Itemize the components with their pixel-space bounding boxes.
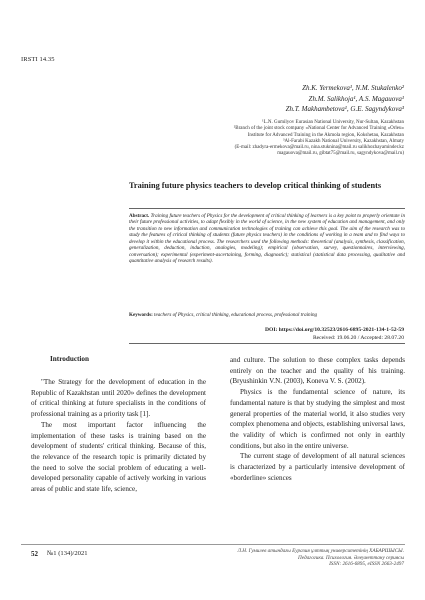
author-line: Zh.M. Salikhoja¹, A.S. Magauova¹: [308, 94, 404, 103]
abstract-label: Abstract.: [129, 213, 150, 219]
journal-line: Л.Н. Гумилев атындағы Еуразия ұлттық университетінің ХАБАРШЫСЫ.: [237, 548, 404, 554]
affiliation-line: ³Al-Farabi Kazakh National University, Kazakhstan, Almaty: [282, 138, 404, 144]
affiliation-line: ²Branch of the joint stock company «National Center for Advanced Training «Orleu»: [233, 126, 404, 132]
received-accepted-dates: Received: 19.06.20 / Accepted: 28.07.20: [312, 334, 404, 341]
author-line: Zh.K. Yermekova¹, N.M. Stukalenko²: [302, 84, 404, 92]
issue-number: №1 (134)/2021: [47, 550, 88, 557]
doi-block: [265, 327, 404, 342]
footer-rule: [21, 544, 405, 545]
article-title: Training future physics teachers to develop critical thinking of students: [129, 181, 382, 190]
abstract-top-rule: [129, 208, 405, 209]
abstract-bottom-rule: [129, 343, 405, 344]
journal-line: ISSN: 2616-6895, eISSN 2663-2497: [329, 561, 404, 568]
paragraph: The most important factor influencing the implementation of these tasks is training based on the development of students' critical thinking. Because of this, the relevance of the research topic is primarily dictated by the need to solve the social problem of educating a well-developed personality capable of actively working in various areas of public and state life, science,: [31, 420, 206, 494]
page-number: 52: [31, 550, 38, 558]
affiliation-line: ¹L.N. Gumilyov Eurasian National University, Nur-Sultan, Kazakhstan: [262, 120, 404, 125]
affiliations: [234, 120, 404, 158]
section-heading-introduction: Introduction: [50, 355, 90, 363]
affiliation-line: magauova@mail.ru, gibtat75@mail.ru, sagyndykova@mail.ru): [277, 151, 404, 157]
right-column: [230, 355, 405, 483]
paragraph: The current stage of development of all natural sciences is characterized by a particularly intensive development of «borderline» sciences: [230, 452, 405, 482]
abstract-text: Training future teachers of Physics for the development of critical thinking of learners is a key point to properly orientate in their future professional activities, to adapt flexibly in the world of science, in the new system of education and management, and only the transition to new information and communication technologies of training can achieve this goal. The aim of the research was to study the features of critical thinking of students (future physics teachers) in the conditions of working in a team and to find ways to develop it within the educational process. The researchers used the following methods: theoretical (analysis, synthesis, classification, generalization, deduction, induction, analogies, modeling); empirical (observation, survey, questionnaires, interviewing, conversation); experimental (experiment-ascertaining, forming, diagnostic); statistical (statistical data processing, qualitative and quantitative analysis of research results).: [129, 213, 405, 265]
paragraph: "The Strategy for the development of education in the Republic of Kazakhstan until 2020» defines the development of critical thinking at future specialists in the conditions of professional training as a priority task [1].: [31, 378, 206, 419]
journal-info: [237, 548, 404, 568]
abstract: [129, 213, 405, 265]
affiliation-line: (E-mail: zhadyra-ermekova@mail.ru, nina.stuknina@mail.ru salikhozhayaminder.kz: [234, 145, 404, 151]
keywords-text: teachers of Physics, critical thinking, educational process, professional training: [152, 312, 318, 318]
journal-line: Педагогика. Психология. Әлеуметтану сериясы: [298, 554, 404, 561]
paragraph: and culture. The solution to these complex tasks depends entirely on the teacher and the quality of his training. (Bryushinkin V.N. (2003), Koneva V. S. (2002).: [230, 356, 405, 386]
irsti-code: IRSTI 14.35: [21, 56, 55, 63]
doi-link[interactable]: DOI: https://doi.org/10.32523/2616-6895-2021-134-1-52-59: [264, 327, 404, 333]
left-column: [31, 377, 206, 495]
keywords-label: Keywords:: [129, 312, 153, 318]
paragraph: Physics is the fundamental science of nature, its fundamental nature is that by studying the simplest and most general properties of the material world, it also studies very complex phenomena and objects, establishing universal laws, the validity of which is confirmed not only in earthly conditions, but also in the entire universe.: [230, 388, 405, 450]
affiliation-line: Institute for Advanced Training in the Akmola region, Kokshetau, Kazakhstan: [247, 132, 404, 138]
keywords: [129, 312, 405, 318]
author-list: [286, 83, 404, 115]
author-line: Zh.T. Makhambetova¹, G.E. Sagyndykova³: [285, 105, 404, 113]
